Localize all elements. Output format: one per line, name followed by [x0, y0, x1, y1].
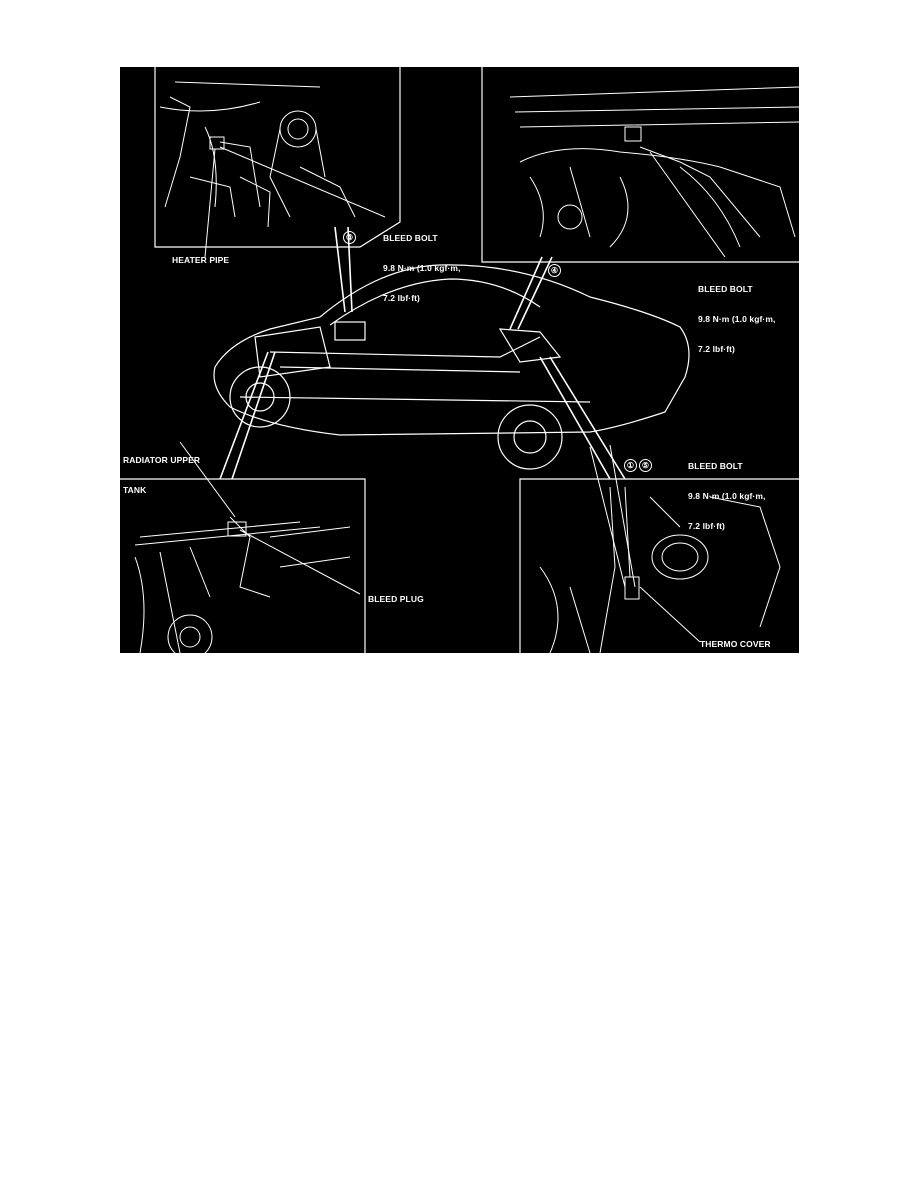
label-bleed-bolt-bottom — [688, 441, 765, 551]
bleed-bolt-bottom-title: BLEED BOLT — [688, 461, 743, 471]
callout-5: ⑤ — [639, 459, 652, 472]
label-bleed-bolt-right — [698, 264, 775, 374]
label-radiator-upper-tank — [123, 435, 200, 515]
bleed-bolt-bottom-torque-imperial: 7.2 lbf·ft) — [688, 521, 725, 531]
radiator-upper-tank-line2: TANK — [123, 485, 147, 495]
bleed-bolt-top-torque-imperial: 7.2 lbf·ft) — [383, 293, 420, 303]
bleed-bolt-bottom-torque: 9.8 N·m (1.0 kgf·m, — [688, 491, 766, 501]
bleed-bolt-right-torque-imperial: 7.2 lbf·ft) — [698, 344, 735, 354]
inset-top-left-frame — [155, 67, 400, 247]
bleed-bolt-top-torque: 9.8 N·m (1.0 kgf·m, — [383, 263, 461, 273]
inset-top-right-engine — [510, 87, 799, 257]
bleed-bolt-top-title: BLEED BOLT — [383, 233, 438, 243]
bleed-bolt-right-torque: 9.8 N·m (1.0 kgf·m, — [698, 314, 776, 324]
label-bleed-plug: BLEED PLUG — [368, 594, 424, 604]
coolant-bleed-diagram — [120, 67, 799, 653]
label-heater-pipe: HEATER PIPE — [172, 255, 230, 265]
label-bleed-bolt-top — [383, 213, 460, 323]
callout-3: ③ — [343, 231, 356, 244]
callout-4: ④ — [548, 264, 561, 277]
label-thermo-cover: THERMO COVER — [700, 639, 771, 649]
radiator-upper-tank-line1: RADIATOR UPPER — [123, 455, 201, 465]
bleed-bolt-right-title: BLEED BOLT — [698, 284, 753, 294]
callout-1: ① — [624, 459, 637, 472]
